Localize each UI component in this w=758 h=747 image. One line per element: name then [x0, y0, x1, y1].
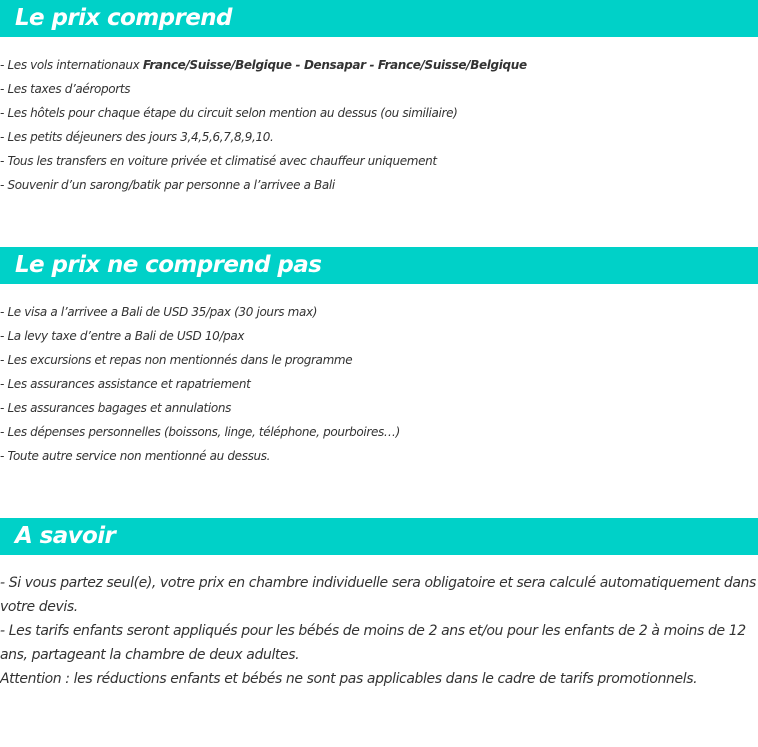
section-price-includes — [0, 0, 758, 197]
included-list — [0, 53, 758, 197]
section-header — [0, 247, 758, 284]
list-item: - Le visa a l’arrivee a Bali de USD 35/pax (30 jours max) — [0, 305, 318, 319]
list-item: - Les hôtels pour chaque étape du circuit selon mention au dessus (ou similiaire) — [0, 106, 458, 120]
excluded-list — [0, 300, 758, 468]
info-paragraphs — [0, 571, 758, 691]
list-item: - Souvenir d’un sarong/batik par personne a l’arrivee a Bali — [0, 178, 335, 192]
list-item-bold-text: France/Suisse/Belgique - Densapar - France/Suisse/Belgique — [142, 58, 527, 72]
list-item: - Les assurances bagages et annulations — [0, 401, 232, 415]
section-header — [0, 0, 758, 37]
list-item: - Tous les transfers en voiture privée et climatisé avec chauffeur uniquement — [0, 154, 437, 168]
section-title: A savoir — [15, 523, 116, 549]
list-item: - Les assurances assistance et rapatriement — [0, 377, 251, 391]
list-item: - Les excursions et repas non mentionnés dans le programme — [0, 353, 353, 367]
section-header — [0, 518, 758, 555]
info-paragraph: - Si vous partez seul(e), votre prix en chambre individuelle sera obligatoire et sera calculé automatiquement dans votre devis. — [0, 575, 756, 615]
section-title: Le prix comprend — [15, 5, 232, 31]
list-item: - Les dépenses personnelles (boissons, linge, téléphone, pourboires…) — [0, 425, 400, 439]
section-good-to-know — [0, 518, 758, 691]
list-item: - Les taxes d’aéroports — [0, 82, 131, 96]
section-price-excludes — [0, 247, 758, 468]
info-paragraph: Attention : les réductions enfants et bébés ne sont pas applicables dans le cadre de tarifs promotionnels. — [0, 671, 698, 687]
list-item-text: - Les vols internationaux — [0, 58, 143, 72]
list-item — [0, 53, 758, 77]
list-item: - Toute autre service non mentionné au dessus. — [0, 449, 271, 463]
list-item: - Les petits déjeuners des jours 3,4,5,6,7,8,9,10. — [0, 130, 274, 144]
info-paragraph: - Les tarifs enfants seront appliqués pour les bébés de moins de 2 ans et/ou pour les enfants de 2 à moins de 12 ans, partageant la chambre de deux adultes. — [0, 623, 746, 663]
section-title: Le prix ne comprend pas — [15, 252, 322, 278]
list-item: - La levy taxe d’entre a Bali de USD 10/pax — [0, 329, 245, 343]
